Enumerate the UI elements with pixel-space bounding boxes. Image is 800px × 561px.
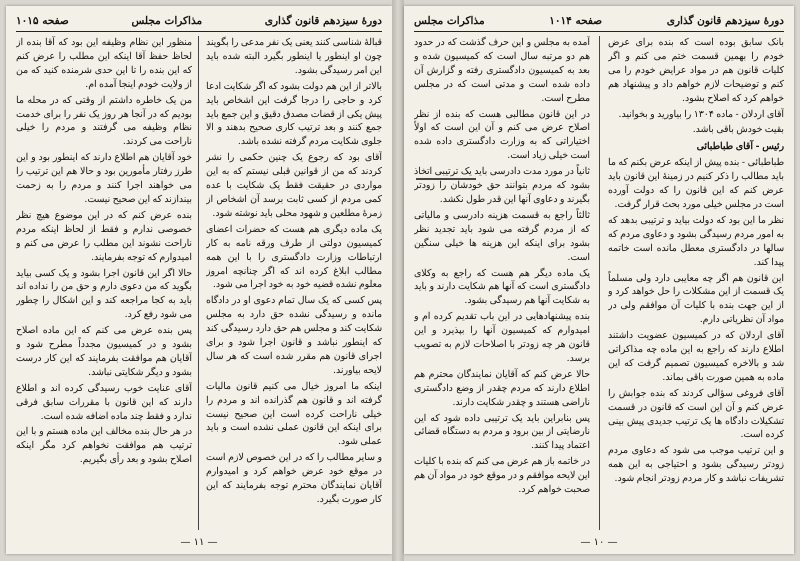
right-page-left-column [414,36,590,532]
paragraph: بنده پیشنهادهایی در این باب تقدیم کرده ام و امیدوارم که کمیسیون آنها را بپذیرد و این قانون هر چه زودتر با اصلاحات لازم به تصویب برسد. [414,311,590,364]
right-column-divider [599,36,600,530]
paragraph: اینکه ما امروز خیال می کنیم قانون مالیات گرفته اند و قانون هم گذرانده اند و مردم را خیلی ناراحت کرده است این صحیح نیست برای اینکه این قانون عملی نشده است و باید عملی شود. [206,380,382,448]
right-page-footer: — ۱۰ — [580,537,618,548]
paragraph: ثانیاً در مورد مدت دادرسی باید یک ترتیبی اتخاذ بشود که مردم بتوانند حق خودشان را زودتر بگیرند و دعاوی آنها این قدر طول نکشد. [414,166,590,205]
left-column-divider [198,36,199,530]
paragraph: در هر حال بنده مخالف این ماده هستم و با این ترتیب هم موافقت نخواهم کرد مگر اینکه اصلاح بشود و بعد رأی بگیریم. [16,426,192,466]
paragraph: آقای اردلان - ماده ۱۳۰۴ را بیاورید و بخوانید. [618,108,784,120]
paragraph: بقیت خودش باقی باشد. [692,124,784,136]
left-page [6,6,392,554]
paragraph: و این ترتیب موجب می شود که دعاوی مردم زودتر رسیدگی بشود و احتیاجی به این همه تشریفات نباشد و کار مردم زودتر انجام شود. [608,445,784,485]
paragraph: پس کسی که یک سال تمام دعوی او در دادگاه مانده و رسیدگی نشده حق دارد به مجلس شکایت کند و مجلس هم حق دارد رسیدگی کند که اینطور نباشد و قانون اجرا شود و برای اجرای قانون هم مقرر شده است که هر سال لایحه بیاورند. [206,295,382,376]
paragraph: خود آقایان هم اطلاع دارند که اینطور بود و این طرز رفتار مأمورین بود و حالا هم این ترتیب را می خواهند اجرا کنند و مردم را به زحمت بیندازند که این صحیح نیست. [16,152,192,205]
paragraph: بالاتر از این هم دولت بشود که اگر شکایت ادعا کرد و حاجی را درجا گرفت این اشخاص باید پیش یکی از قضات مصدق دقیق و این جمع باید جمع کنند و بعد ترتیب کاری صحیح بدهند و الا جلوی شکایت مردم گرفته نشده باشد. [206,80,382,148]
right-header-page-number: صفحه ۱۰۱۴ [549,15,603,27]
paragraph: یک ماده دیگر هم هست که راجع به وکلای دادگستری است که آنها هم شکایت دارند و باید به شکایت آنها هم رسیدگی بشود. [414,267,590,307]
paragraph: در خاتمه باز هم عرض می کنم که بنده با کلیات این لایحه موافقم و در موقع خود در مواد آن هم صحبت خواهم کرد. [414,456,590,496]
handwritten-underline-mark [416,177,476,181]
paragraph: و سایر مطالب را که در این خصوص لازم است در موقع خود عرض خواهم کرد و امیدوارم آقایان نمایندگان محترم توجه بفرمایند که این کار صورت بگیرد. [206,452,382,505]
left-page-left-column [16,36,192,532]
paragraph: پس بنده عرض می کنم که این ماده اصلاح بشود و در کمیسیون مجدداً مطرح شود و آقایان هم موافقت بفرمایند که این کار درست بشود و دیگر شکایتی نباشد. [16,325,192,378]
paragraph: حالا اگر این قانون اجرا بشود و یک کسی بیاید بگوید که من دعوی دارم و حق من را نداده اند باید به کجا مراجعه کند و این اشکال را چطور می شود رفع کرد. [16,267,192,321]
right-header-rule [414,31,784,32]
paragraph: در این قانون مطالبی هست که بنده از نظر اصلاح عرض می کنم و آن این است که اولاً اختیاراتی که به وزارت دادگستری داده شده است خیلی زیاد است. [414,108,590,162]
paragraph: بنده عرض کنم که در این موضوع هیچ نظر خصوصی ندارم و فقط از لحاظ اینکه مردم ناراحت نشوند این مطلب را عرض می کنم و امیدوارم که توجه بفرمایند. [16,209,192,263]
book-gutter [392,0,404,561]
right-header-journal-title: مذاکرات مجلس [414,15,485,27]
left-header-session-title: دورهٔ سیزدهم قانون گذاری [264,15,382,27]
left-page-right-column [206,36,382,532]
left-page-header [16,12,382,30]
paragraph: یک ماده دیگری هم هست که حضرات اعضای کمیسیون دولتی از طرف ورقه نامه به کار ارتباطات وزارت دادگستری را با این همه مطالب ابلاغ کرده اند که اگر چنانچه امروز معلوم نشده قضیه خود به خود اجرا می شود. [206,223,382,291]
paragraph: طباطبائی - بنده پیش از اینکه عرض بکنم که ما باید مطالب را ذکر کنیم در زمینهٔ این قانون باید عرض کنم که این قانون را که دولت آورده است در مجلس خیلی مورد بحث قرار گرفت. [608,157,784,210]
left-header-journal-title: مذاکرات مجلس [131,15,203,27]
left-header-page-number: صفحه ۱۰۱۵ [16,15,69,27]
paragraph: آمده به مجلس و این حرف گذشت که در حدود هم دو مرتبه سال است که کمیسیون شده و بعد به کمیسیون دادگستری رفته و گزارش آن داده شده است و مدتی است که در مجلس مطرح است. [414,37,590,104]
paragraph: ثالثاً راجع به قسمت هزینه دادرسی و مالیاتی که از مردم گرفته می شود باید تجدید نظر بشود برای اینکه این هزینه ها خیلی سنگین است. [414,209,590,263]
paragraph: نظر ما این بود که دولت بیاید و ترتیبی بدهد که به امور مردم رسیدگی بشود و دعاوی مردم که سالها در دادگستری معطل مانده است خاتمه پیدا کند. [608,214,784,268]
paragraph: قبالهٔ شناسی کنند یعنی یک نفر مدعی را بگویند چون او اینطور یا اینطور بگیرد البته شده باید این امر رسیدگی بشود. [206,37,382,76]
paragraph: پس بنابراین باید یک ترتیبی داده شود که این نارضایتی از بین برود و مردم به دستگاه قضائی اعتماد پیدا کنند. [414,412,590,452]
right-header-session-title: دورهٔ سیزدهم قانون گذاری [666,15,784,27]
speaker-heading: رئیس - آقای طباطبائی [696,141,784,153]
paragraph: بانک سابق بوده است که بنده برای عرض خودم را بهمین قسمت ختم می کنم و اگر کلیات قانون هم در مواد عرایض خودم را می کنم و توضیحات لازم خواهم داد و پیشنهاد هم خواهم کرد که اصلاح بشود. [608,37,784,104]
right-page-header [414,12,784,30]
paragraph: آقای اردلان که در کمیسیون عضویت داشتند اطلاع دارند که راجع به این ماده چه مذاکراتی شد و بالاخره کمیسیون تصمیم گرفت که این ماده به همین صورت باقی بماند. [608,330,784,383]
paragraph: آقای عنایت خوب رسیدگی کرده اند و اطلاع دارند که این قانون با مقررات سابق فرقی ندارد و فقط چند ماده اضافه شده است. [16,382,192,422]
right-page [404,6,794,554]
paragraph: آقای بود که رجوع یک چنین حکمی را نشر کردند که من از قوانین قبلی نیستم که به این مواردی در حقیقت فقط یک شکایت با عده کمی مردم از کسی ثابت برسد آن اشخاص از زمرهٔ مطلعین و شهود محلی باید نوشته شود. [206,152,382,219]
paragraph: این قانون هم اگر چه معایبی دارد ولی مسلماً یک قسمت از این مشکلات را حل خواهد کرد و از این جهت بنده با کلیات آن موافقم ولی در مواد آن نظریاتی دارم. [608,272,784,326]
paragraph: حالا عرض کنم که آقایان نمایندگان محترم هم اطلاع دارند که مردم چقدر از وضع دادگستری ناراضی هستند و چقدر شکایت دارند. [414,368,590,408]
paragraph: آقای فروغی سؤالی کردند که بنده جوابش را عرض کنم و آن این است که قانون در قسمت تشکیلات دادگاه ها یک ترتیب جدیدی پیش بینی کرده است. [608,387,784,441]
right-page-right-column [608,36,784,532]
left-page-footer: — ۱۱ — [180,537,218,548]
paragraph: من یک خاطره داشتم از وقتی که در محله ما بودیم که در آنجا هر روز یک نفر را برای خدمت نظام وظیفه می گرفتند و مردم را خیلی ناراحت می کردند. [16,94,192,148]
paragraph: منظور این نظام وظیفه این بود که آقا بنده از لحاظ حفظ آقا اینکه این مطلب را عرض کنم که این بنده را تا این حدی شرمنده کنید که من از ولایت خودم اینجا آمده ام. [16,37,192,90]
left-header-rule [16,31,382,32]
